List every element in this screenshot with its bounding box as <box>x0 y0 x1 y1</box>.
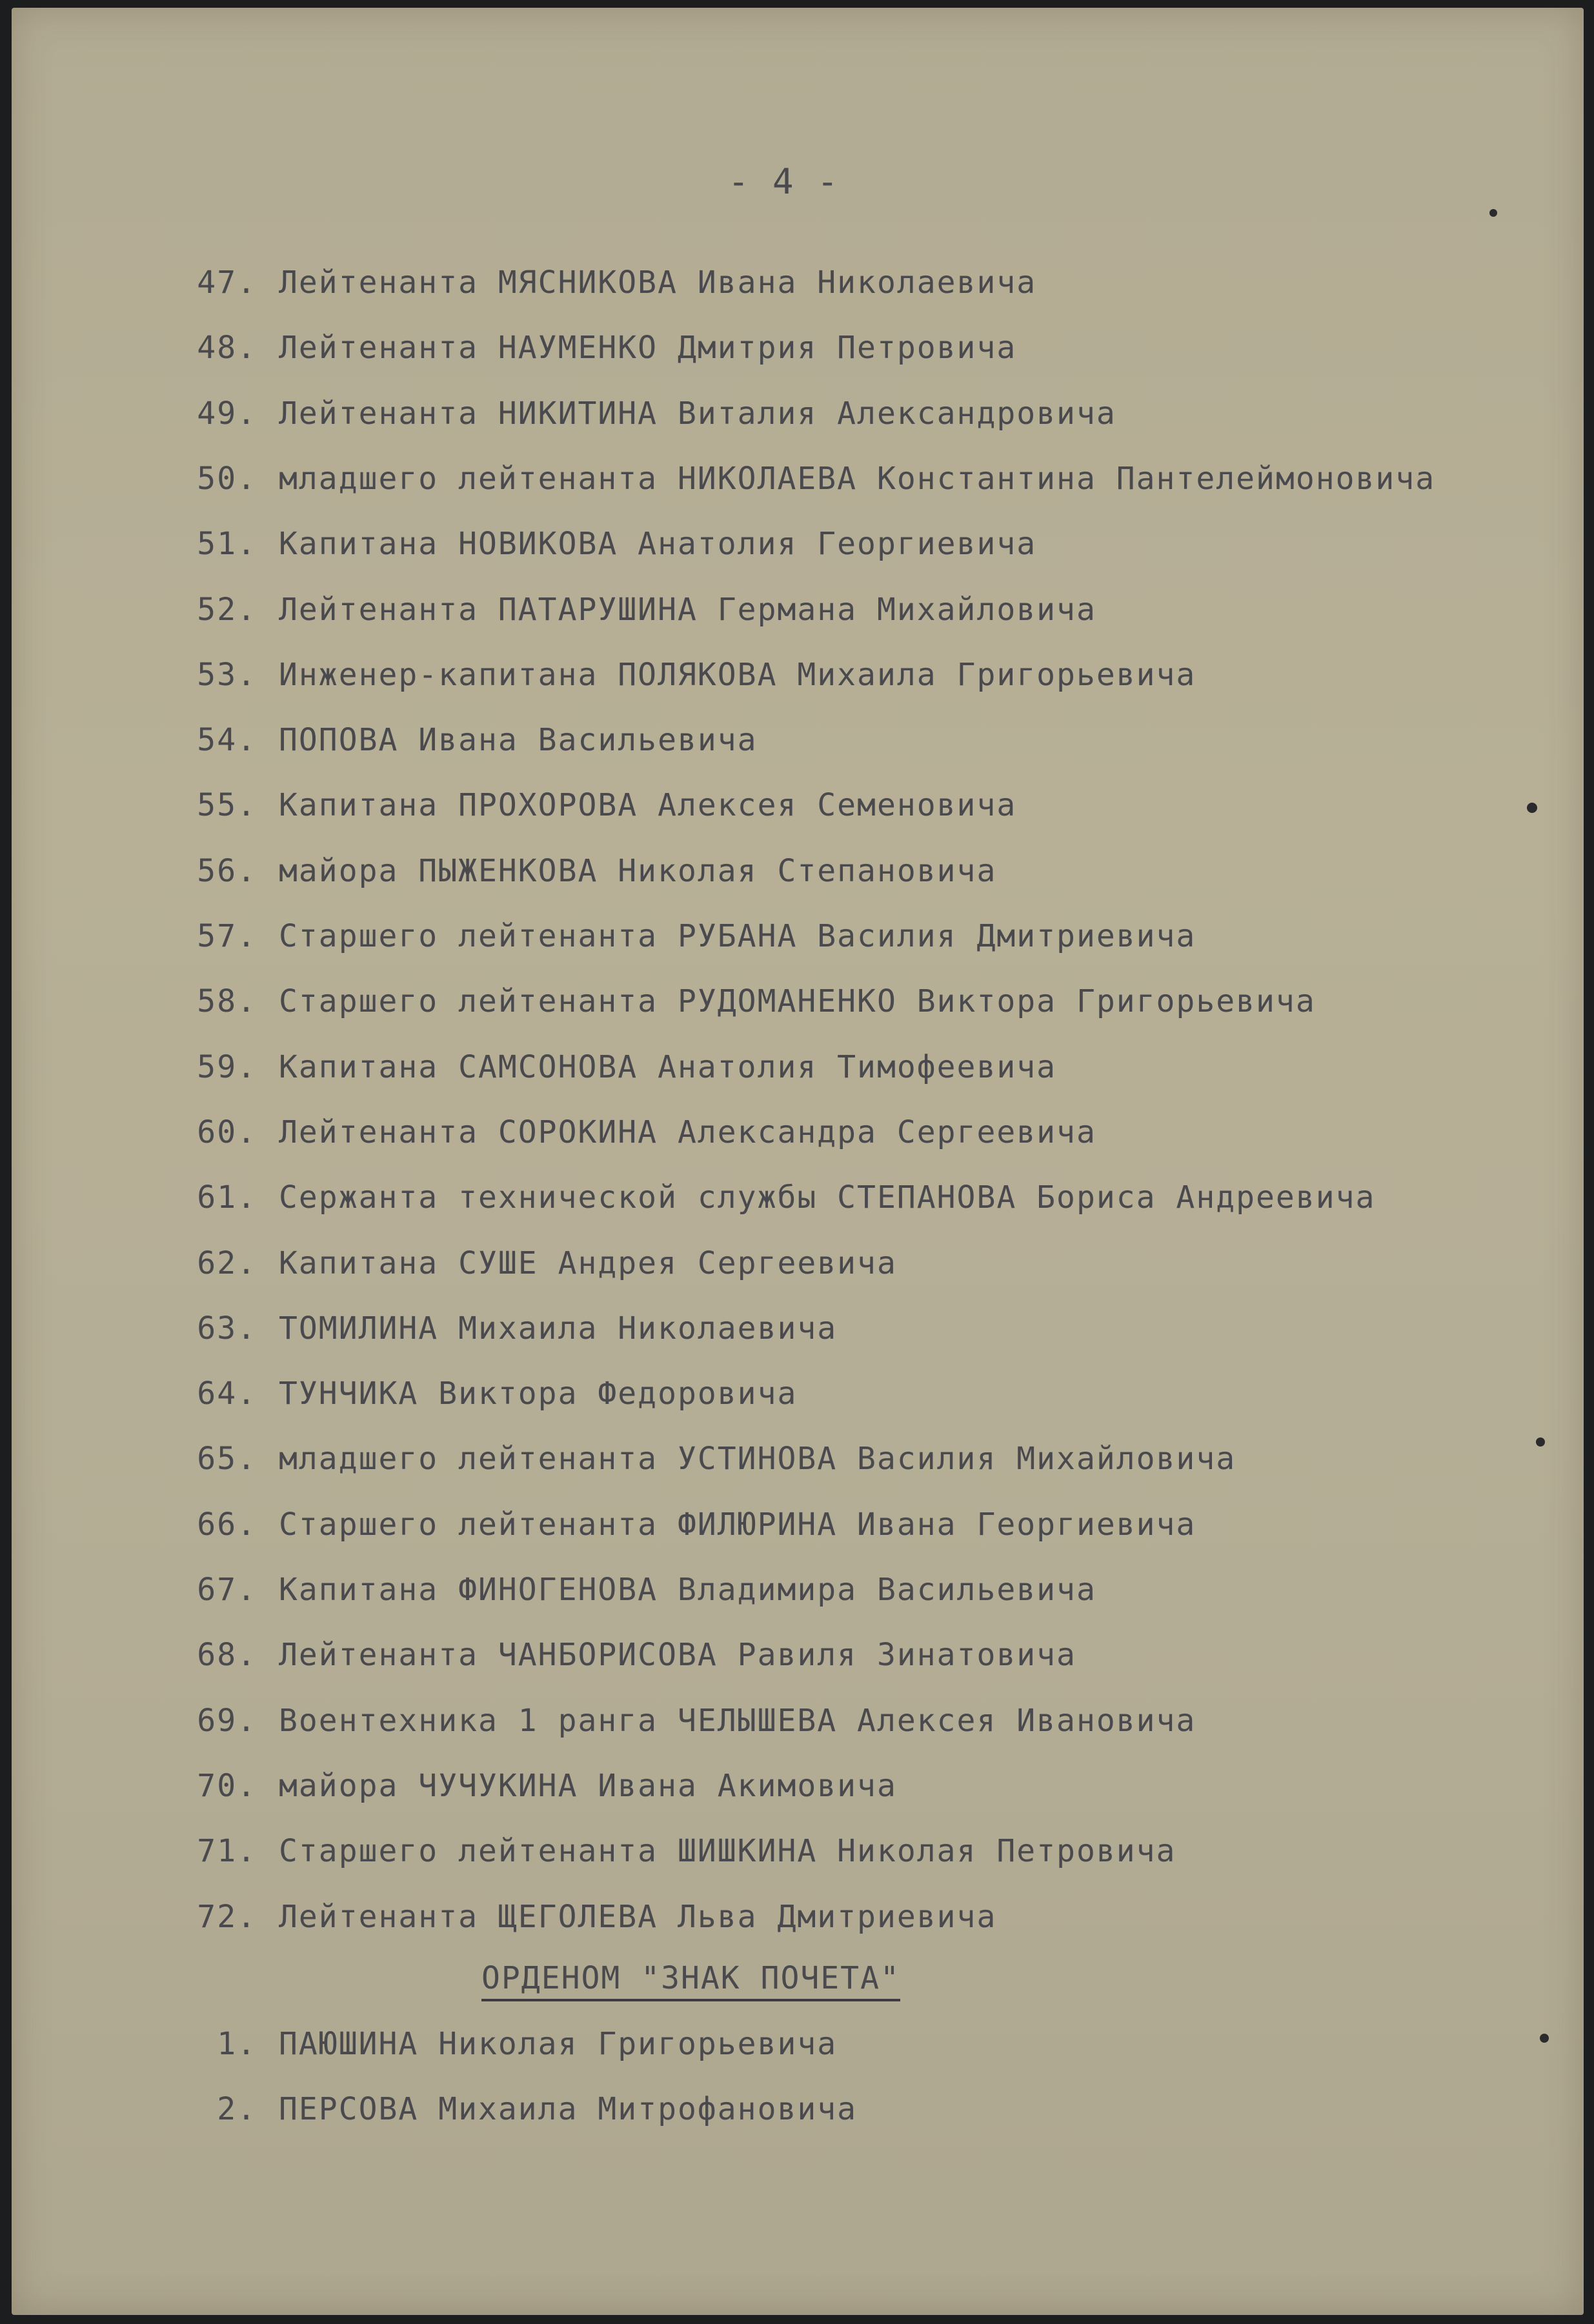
list-item-text: Старшего лейтенанта РУДОМАНЕНКО Виктора Григорьевича <box>279 983 1316 1020</box>
paper-speck <box>1536 1437 1545 1447</box>
list-item-number: 65. <box>197 1441 257 1478</box>
list-item-text: младшего лейтенанта УСТИНОВА Василия Михайловича <box>279 1441 1236 1478</box>
list-item-text: Старшего лейтенанта РУБАНА Василия Дмитриевича <box>279 918 1196 954</box>
list-item-number: 54. <box>197 722 257 759</box>
list-item-text: Лейтенанта ЩЕГОЛЕВА Льва Дмитриевича <box>279 1898 997 1935</box>
list-item-number: 60. <box>197 1114 257 1150</box>
list-item-text: майора ПЫЖЕНКОВА Николая Степановича <box>279 852 997 889</box>
list-item-text: Сержанта технической службы СТЕПАНОВА Бориса Андреевича <box>279 1179 1376 1216</box>
list-item-number: 71. <box>197 1833 257 1870</box>
paper-speck <box>1489 209 1497 217</box>
list-item-number: 50. <box>197 460 257 497</box>
list-item-text: Капитана ФИНОГЕНОВА Владимира Васильевича <box>279 1572 1096 1608</box>
paper-speck <box>1540 2034 1549 2043</box>
list-item-text: Лейтенанта ПАТАРУШИНА Германа Михайловича <box>279 591 1096 628</box>
list-item-text: Лейтенанта ЧАНБОРИСОВА Равиля Зинатовича <box>279 1637 1076 1674</box>
list-item-number: 64. <box>197 1376 257 1412</box>
list-item-number: 47. <box>197 265 257 301</box>
section-heading: ОРДЕНОМ "ЗНАК ПОЧЕТА" <box>481 1960 900 2001</box>
list-item-text: Воентехника 1 ранга ЧЕЛЫШЕВА Алексея Ивановича <box>279 1702 1196 1739</box>
list-item-number: 67. <box>197 1572 257 1608</box>
list-item-text: Старшего лейтенанта ФИЛЮРИНА Ивана Георгиевича <box>279 1506 1196 1543</box>
list-item-number: 1. <box>217 2026 257 2062</box>
list-item-text: Старшего лейтенанта ШИШКИНА Николая Петровича <box>279 1833 1176 1870</box>
list-item-text: Лейтенанта СОРОКИНА Александра Сергеевича <box>279 1114 1096 1150</box>
list-item-text: Лейтенанта НАУМЕНКО Дмитрия Петровича <box>279 330 1017 366</box>
list-item-text: ТОМИЛИНА Михаила Николаевича <box>279 1310 838 1347</box>
list-item-number: 56. <box>197 852 257 889</box>
list-item-text: Капитана СУШЕ Андрея Сергеевича <box>279 1245 897 1281</box>
list-item-text: Лейтенанта НИКИТИНА Виталия Александровича <box>279 395 1116 432</box>
list-item-text: младшего лейтенанта НИКОЛАЕВА Константина Пантелеймоновича <box>279 460 1436 497</box>
list-item-number: 53. <box>197 656 257 693</box>
list-item-number: 52. <box>197 591 257 628</box>
list-item-number: 68. <box>197 1637 257 1674</box>
list-item-text: майора ЧУЧУКИНА Ивана Акимовича <box>279 1767 897 1804</box>
list-item-text: Капитана НОВИКОВА Анатолия Георгиевича <box>279 526 1037 563</box>
paper-speck <box>1527 803 1537 813</box>
list-item-number: 2. <box>217 2091 257 2127</box>
list-item-number: 51. <box>197 526 257 563</box>
list-item-number: 72. <box>197 1898 257 1935</box>
list-item-number: 62. <box>197 1245 257 1281</box>
page-number: - 4 - <box>728 161 840 202</box>
list-item-number: 70. <box>197 1767 257 1804</box>
list-item-number: 49. <box>197 395 257 432</box>
list-item-number: 63. <box>197 1310 257 1347</box>
list-item-number: 59. <box>197 1048 257 1085</box>
list-item-number: 48. <box>197 330 257 366</box>
list-item-text: Инженер-капитана ПОЛЯКОВА Михаила Григорьевича <box>279 656 1196 693</box>
list-item-number: 57. <box>197 918 257 954</box>
document-page <box>12 8 1584 2315</box>
list-item-number: 58. <box>197 983 257 1020</box>
list-item-number: 61. <box>197 1179 257 1216</box>
list-item-text: Капитана САМСОНОВА Анатолия Тимофеевича <box>279 1048 1057 1085</box>
list-item-text: ПЕРСОВА Михаила Митрофановича <box>279 2091 858 2127</box>
list-item-number: 66. <box>197 1506 257 1543</box>
list-item-text: Лейтенанта МЯСНИКОВА Ивана Николаевича <box>279 265 1037 301</box>
list-item-text: ПАЮШИНА Николая Григорьевича <box>279 2026 838 2062</box>
list-item-text: ПОПОВА Ивана Васильевича <box>279 722 758 759</box>
list-item-number: 69. <box>197 1702 257 1739</box>
list-item-text: Капитана ПРОХОРОВА Алексея Семеновича <box>279 787 1017 824</box>
list-item-number: 55. <box>197 787 257 824</box>
list-item-text: ТУНЧИКА Виктора Федоровича <box>279 1376 798 1412</box>
